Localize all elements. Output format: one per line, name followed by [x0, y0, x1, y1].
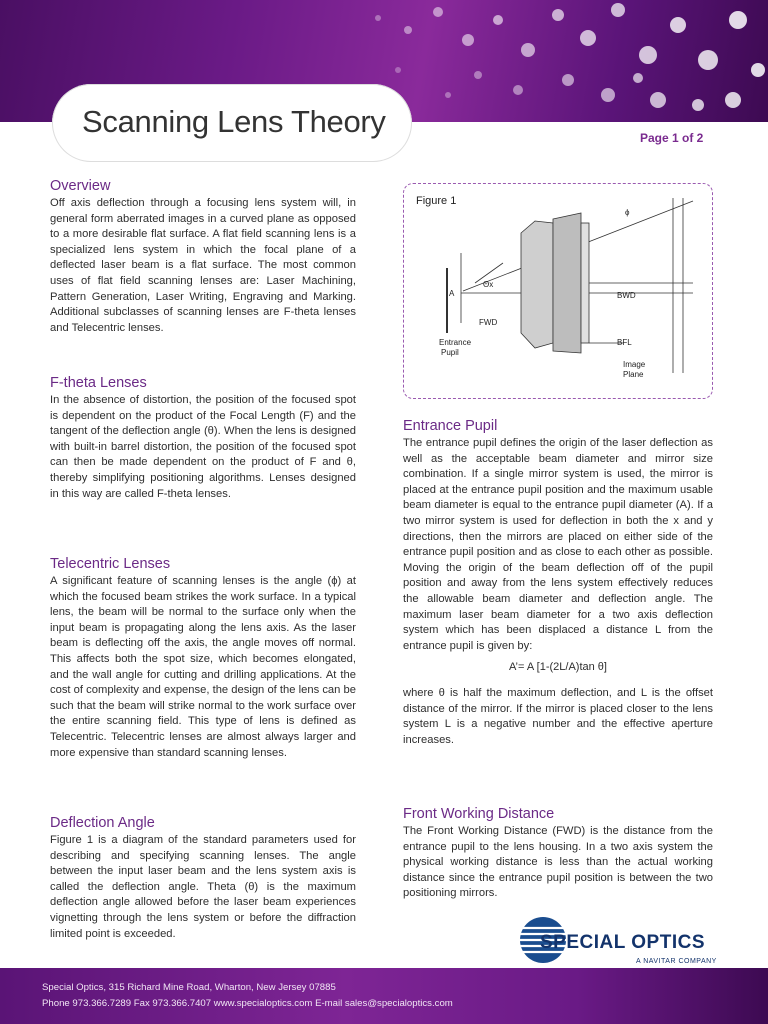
section-body: A significant feature of scanning lenses is the angle (ϕ) at which the focused beam strikes the work surface. In a typical lens, the beam will be normal to the surface only when the input beam is propagating along the lens axis. As the laser beam is deflecting off the axis, the angle moves off normal. This affects both the spot size, which becomes elongated, and the wall angle for cutting and drilling applications. At the cost of complexity and expense, the design of the lens can be such that the beam will strike normal to the work surface over the entire scanning field. This type of lens is defined as Telecentric. Telecentric lenses are almost always larger and more expensive than standard scanning lenses.	[50, 575, 356, 759]
section-body: The Front Working Distance (FWD) is the distance from the entrance pupil to the lens housing. In a two axis system the physical working distance is less than the actual working distance since the entrance pupil position is between the two positioning mirrors.	[403, 825, 713, 900]
footer-contact: Phone 973.366.7289 Fax 973.366.7407 www.specialoptics.com E-mail sales@specialoptics.com	[42, 998, 453, 1009]
label-theta-x: Θx	[483, 280, 494, 289]
label-image: Image	[623, 360, 646, 369]
label-pupil: Pupil	[441, 348, 459, 357]
label-phi: ϕ	[625, 208, 630, 217]
section-heading: Telecentric Lenses	[50, 556, 171, 572]
equation: A’= A [1-(2L/A)tan θ]	[509, 661, 607, 674]
section-deflection-angle	[50, 814, 356, 942]
section-heading: F-theta Lenses	[50, 375, 147, 391]
footer-band	[0, 968, 768, 1024]
section-body: Figure 1 is a diagram of the standard parameters used for describing and specifying scanning lenses. The angle between the input laser beam and the lens system axis is called the deflection angle. Theta (θ) is the maximum deflection angle allowed before the laser beam experiences vignetting through the lens system or before the diffraction limited point is exceeded.	[50, 834, 356, 940]
section-overview	[50, 177, 356, 336]
label-entrance: Entrance	[439, 338, 472, 347]
label-bwd: BWD	[617, 291, 636, 300]
page-title: Scanning Lens Theory	[82, 104, 386, 139]
logo-tagline: A NAVITAR COMPANY	[636, 958, 717, 965]
label-a: A	[449, 289, 455, 298]
figure-title: Figure 1	[416, 195, 457, 207]
section-body: Off axis deflection through a focusing lens system will, in general form aberrated images in a curved plane as opposed to a more desirable flat surface. A flat field scanning lens is a specialized lens system in which the focal plane of a deflected laser beam is a flat surface. The most common uses of flat field scanning lenses are: Laser Machining, Pattern Generation, Laser Writing, Engraving and Marking. Additional subclasses of scanning lenses are F-theta lenses and Telecentric lenses.	[50, 197, 356, 334]
section-heading: Entrance Pupil	[403, 418, 498, 434]
label-fwd: FWD	[479, 318, 498, 327]
section-body-continued: where θ is half the maximum deflection, and L is the offset distance of the mirror. If the mirror is placed closer to the lens system L is a negative number and the effective aperture increases.	[403, 686, 713, 746]
logo-wordmark: SPECIAL OPTICS	[540, 932, 706, 953]
section-ftheta	[50, 374, 356, 502]
section-entrance-pupil	[403, 417, 713, 748]
section-front-working-distance	[403, 805, 713, 902]
section-heading: Deflection Angle	[50, 815, 155, 831]
label-plane: Plane	[623, 370, 644, 379]
section-telecentric	[50, 555, 356, 761]
section-body: In the absence of distortion, the position of the focused spot is dependent on the product of the Focal Length (F) and the tangent of the deflection angle (θ). When the lens is designed with built-in barrel distortion, the position of the focused spot can then be made dependent on the product of F and θ, thereby simplifying positioning algorithms. Lenses designed in this way are called F-theta lenses.	[50, 394, 356, 500]
section-heading: Front Working Distance	[403, 806, 555, 822]
page-number: Page 1 of 2	[640, 131, 704, 145]
label-bfl: BFL	[617, 338, 632, 347]
lens-diagram	[403, 183, 711, 397]
section-body: The entrance pupil defines the origin of the laser deflection as well as the acceptable beam diameter and mirror size combination. If a single mirror system is used, the mirror is placed at the entrance pupil position and the maximum usable beam diameter is equal to the entrance pupil diameter (A). If a two mirror system is used for deflection in both the x and y directions, then the mirrors are placed on either side of the entrance pupil position and as close to each other as possible. Moving the origin of the beam deflection off of the pupil position and away from the lens system effectively reduces the allowable beam diameter and deflection angle. The maximum laser beam diameter for a two axis deflection system which has been displaced a distance L from the entrance pupil is given by:	[403, 437, 713, 652]
footer-address: Special Optics, 315 Richard Mine Road, Wharton, New Jersey 07885	[42, 982, 336, 993]
section-heading: Overview	[50, 178, 111, 194]
